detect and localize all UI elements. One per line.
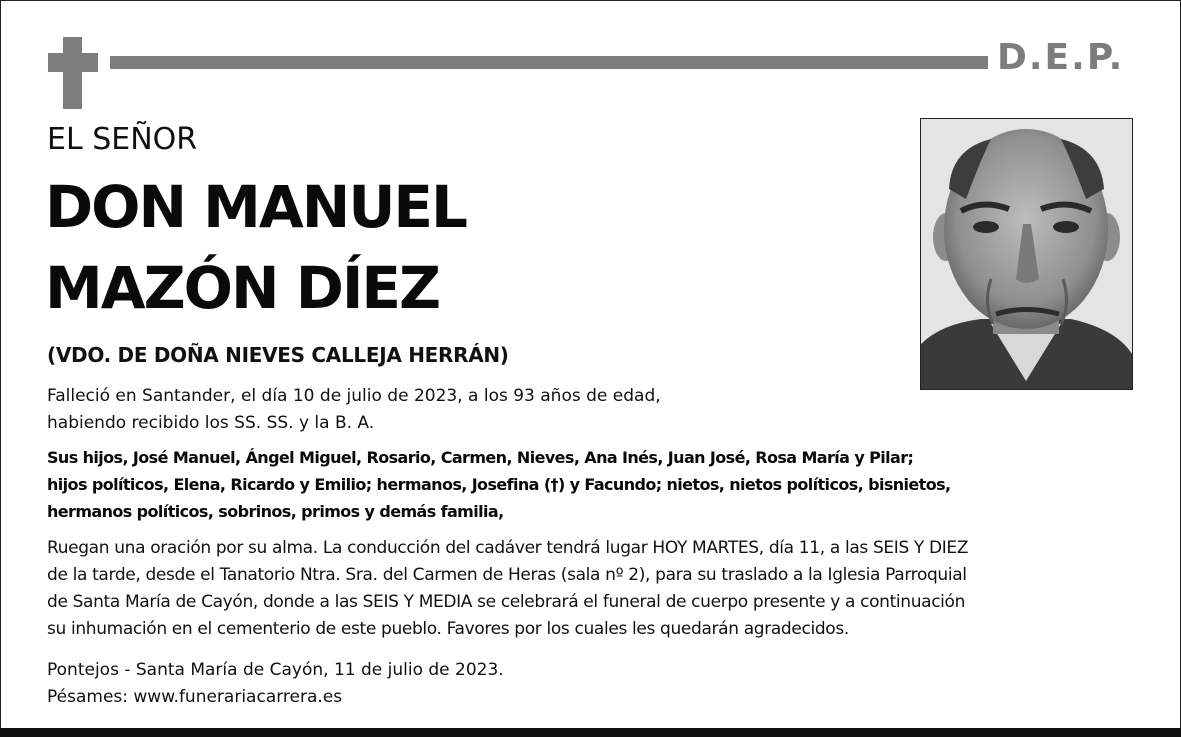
widower-line: (VDO. DE DOÑA NIEVES CALLEJA HERRÁN): [47, 343, 509, 367]
ceremony-line: de la tarde, desde el Tanatorio Ntra. Sra. del Carmen de Heras (sala nº 2), para su traslado a la Iglesia Parroquial: [47, 565, 967, 585]
dep-label: D.E.P.: [997, 37, 1125, 78]
ceremony-line: de Santa María de Cayón, donde a las SEIS Y MEDIA se celebrará el funeral de cuerpo presente y a continuación: [47, 592, 966, 612]
family-line: Sus hijos, José Manuel, Ángel Miguel, Rosario, Carmen, Nieves, Ana Inés, Juan José, Rosa María y Pilar;: [47, 448, 914, 467]
cross-icon: [63, 37, 82, 109]
portrait-icon: [921, 119, 1132, 389]
family-line: hermanos políticos, sobrinos, primos y demás familia,: [47, 502, 504, 521]
ceremony-line: su inhumación en el cementerio de este pueblo. Favores por los cuales les quedarán agradecidos.: [47, 619, 849, 639]
condolences-line: Pésames: www.funerariacarrera.es: [47, 687, 343, 707]
death-line: habiendo recibido los SS. SS. y la B. A.: [47, 413, 375, 433]
ceremony-line: Ruegan una oración por su alma. La conducción del cadáver tendrá lugar HOY MARTES, día 11, a las SEIS Y DIEZ: [47, 538, 969, 558]
cross-icon-bar: [48, 53, 98, 72]
place-date-line: Pontejos - Santa María de Cayón, 11 de julio de 2023.: [47, 660, 504, 680]
header-rule: [110, 56, 988, 69]
honorific: EL SEÑOR: [47, 122, 198, 157]
deceased-name-line1: DON MANUEL: [45, 173, 467, 241]
portrait-photo: [920, 118, 1133, 390]
death-line: Falleció en Santander, el día 10 de julio de 2023, a los 93 años de edad,: [47, 386, 661, 406]
bottom-rule: [0, 728, 1181, 737]
family-line: hijos políticos, Elena, Ricardo y Emilio; hermanos, Josefina (†) y Facundo; nietos, nietos políticos, bisnietos,: [47, 475, 951, 494]
deceased-name-line2: MAZÓN DÍEZ: [45, 254, 440, 322]
